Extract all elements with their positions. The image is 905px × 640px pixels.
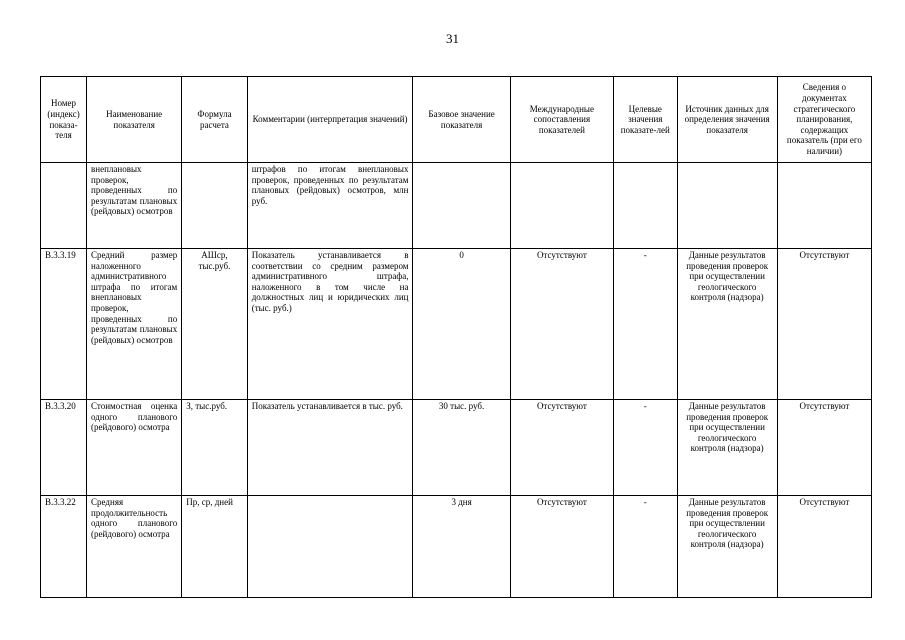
cell-name: Средний размер наложенного административного штрафа по итогам внеплановых проверок, проведенных по результатам плановых (рейдовых) осмотров bbox=[87, 249, 182, 400]
cell-index bbox=[41, 163, 87, 249]
cell-formula: З, тыс.руб. bbox=[182, 400, 247, 496]
cell-source: Данные результатов проведения проверок при осуществлении геологического контроля (надзора) bbox=[677, 400, 777, 496]
cell-comment: Показатель устанавливается в тыс. руб. bbox=[247, 400, 413, 496]
table-header-row bbox=[41, 77, 872, 163]
table-row bbox=[41, 400, 872, 496]
header-source: Источник данных для определения значения показателя bbox=[677, 77, 777, 163]
cell-target: - bbox=[614, 496, 677, 598]
header-international: Международные сопоставления показателей bbox=[510, 77, 613, 163]
cell-base-value bbox=[413, 163, 510, 249]
header-name: Наименование показателя bbox=[87, 77, 182, 163]
header-comment: Комментарии (интерпретация значений) bbox=[247, 77, 413, 163]
header-base-value: Базовое значение показателя bbox=[413, 77, 510, 163]
header-target: Целевые значения показате-лей bbox=[614, 77, 677, 163]
cell-documents bbox=[777, 163, 871, 249]
cell-documents: Отсутствуют bbox=[777, 249, 871, 400]
cell-name: Средняя продолжительность одного планового (рейдового) осмотра bbox=[87, 496, 182, 598]
cell-name: Стоимостная оценка одного планового (рейдового) осмотра bbox=[87, 400, 182, 496]
cell-comment bbox=[247, 496, 413, 598]
indicators-table bbox=[40, 76, 872, 598]
cell-formula: Пр, ср, дней bbox=[182, 496, 247, 598]
header-documents: Сведения о документах стратегического планирования, содержащих показатель (при его наличии) bbox=[777, 77, 871, 163]
cell-documents: Отсутствуют bbox=[777, 400, 871, 496]
cell-international bbox=[510, 163, 613, 249]
header-formula: Формула расчета bbox=[182, 77, 247, 163]
cell-comment: Показатель устанавливается в соответствии со средним размером административного штрафа, наложенного в том числе на должностных лиц и юридических лиц (тыс. руб.) bbox=[247, 249, 413, 400]
table-row bbox=[41, 163, 872, 249]
table-row bbox=[41, 249, 872, 400]
cell-base-value: 3 дня bbox=[413, 496, 510, 598]
cell-target bbox=[614, 163, 677, 249]
table-row bbox=[41, 496, 872, 598]
cell-comment: штрафов по итогам внеплановых проверок, проведенных по результатам плановых (рейдовых) осмотров, млн руб. bbox=[247, 163, 413, 249]
cell-international: Отсутствуют bbox=[510, 249, 613, 400]
cell-index: В.3.3.20 bbox=[41, 400, 87, 496]
cell-target: - bbox=[614, 400, 677, 496]
cell-formula: АШср, тыс.руб. bbox=[182, 249, 247, 400]
page-number: 31 bbox=[446, 31, 459, 46]
cell-index: В.3.3.19 bbox=[41, 249, 87, 400]
cell-name: внеплановых проверок, проведенных по результатам плановых (рейдовых) осмотров bbox=[87, 163, 182, 249]
header-index: Номер (индекс) показа-теля bbox=[41, 77, 87, 163]
cell-documents: Отсутствуют bbox=[777, 496, 871, 598]
cell-index: В.3.3.22 bbox=[41, 496, 87, 598]
cell-base-value: 0 bbox=[413, 249, 510, 400]
cell-source bbox=[677, 163, 777, 249]
cell-international: Отсутствуют bbox=[510, 496, 613, 598]
cell-source: Данные результатов проведения проверок при осуществлении геологического контроля (надзора) bbox=[677, 249, 777, 400]
cell-base-value: 30 тыс. руб. bbox=[413, 400, 510, 496]
cell-international: Отсутствуют bbox=[510, 400, 613, 496]
cell-target: - bbox=[614, 249, 677, 400]
cell-formula bbox=[182, 163, 247, 249]
cell-source: Данные результатов проведения проверок при осуществлении геологического контроля (надзора) bbox=[677, 496, 777, 598]
